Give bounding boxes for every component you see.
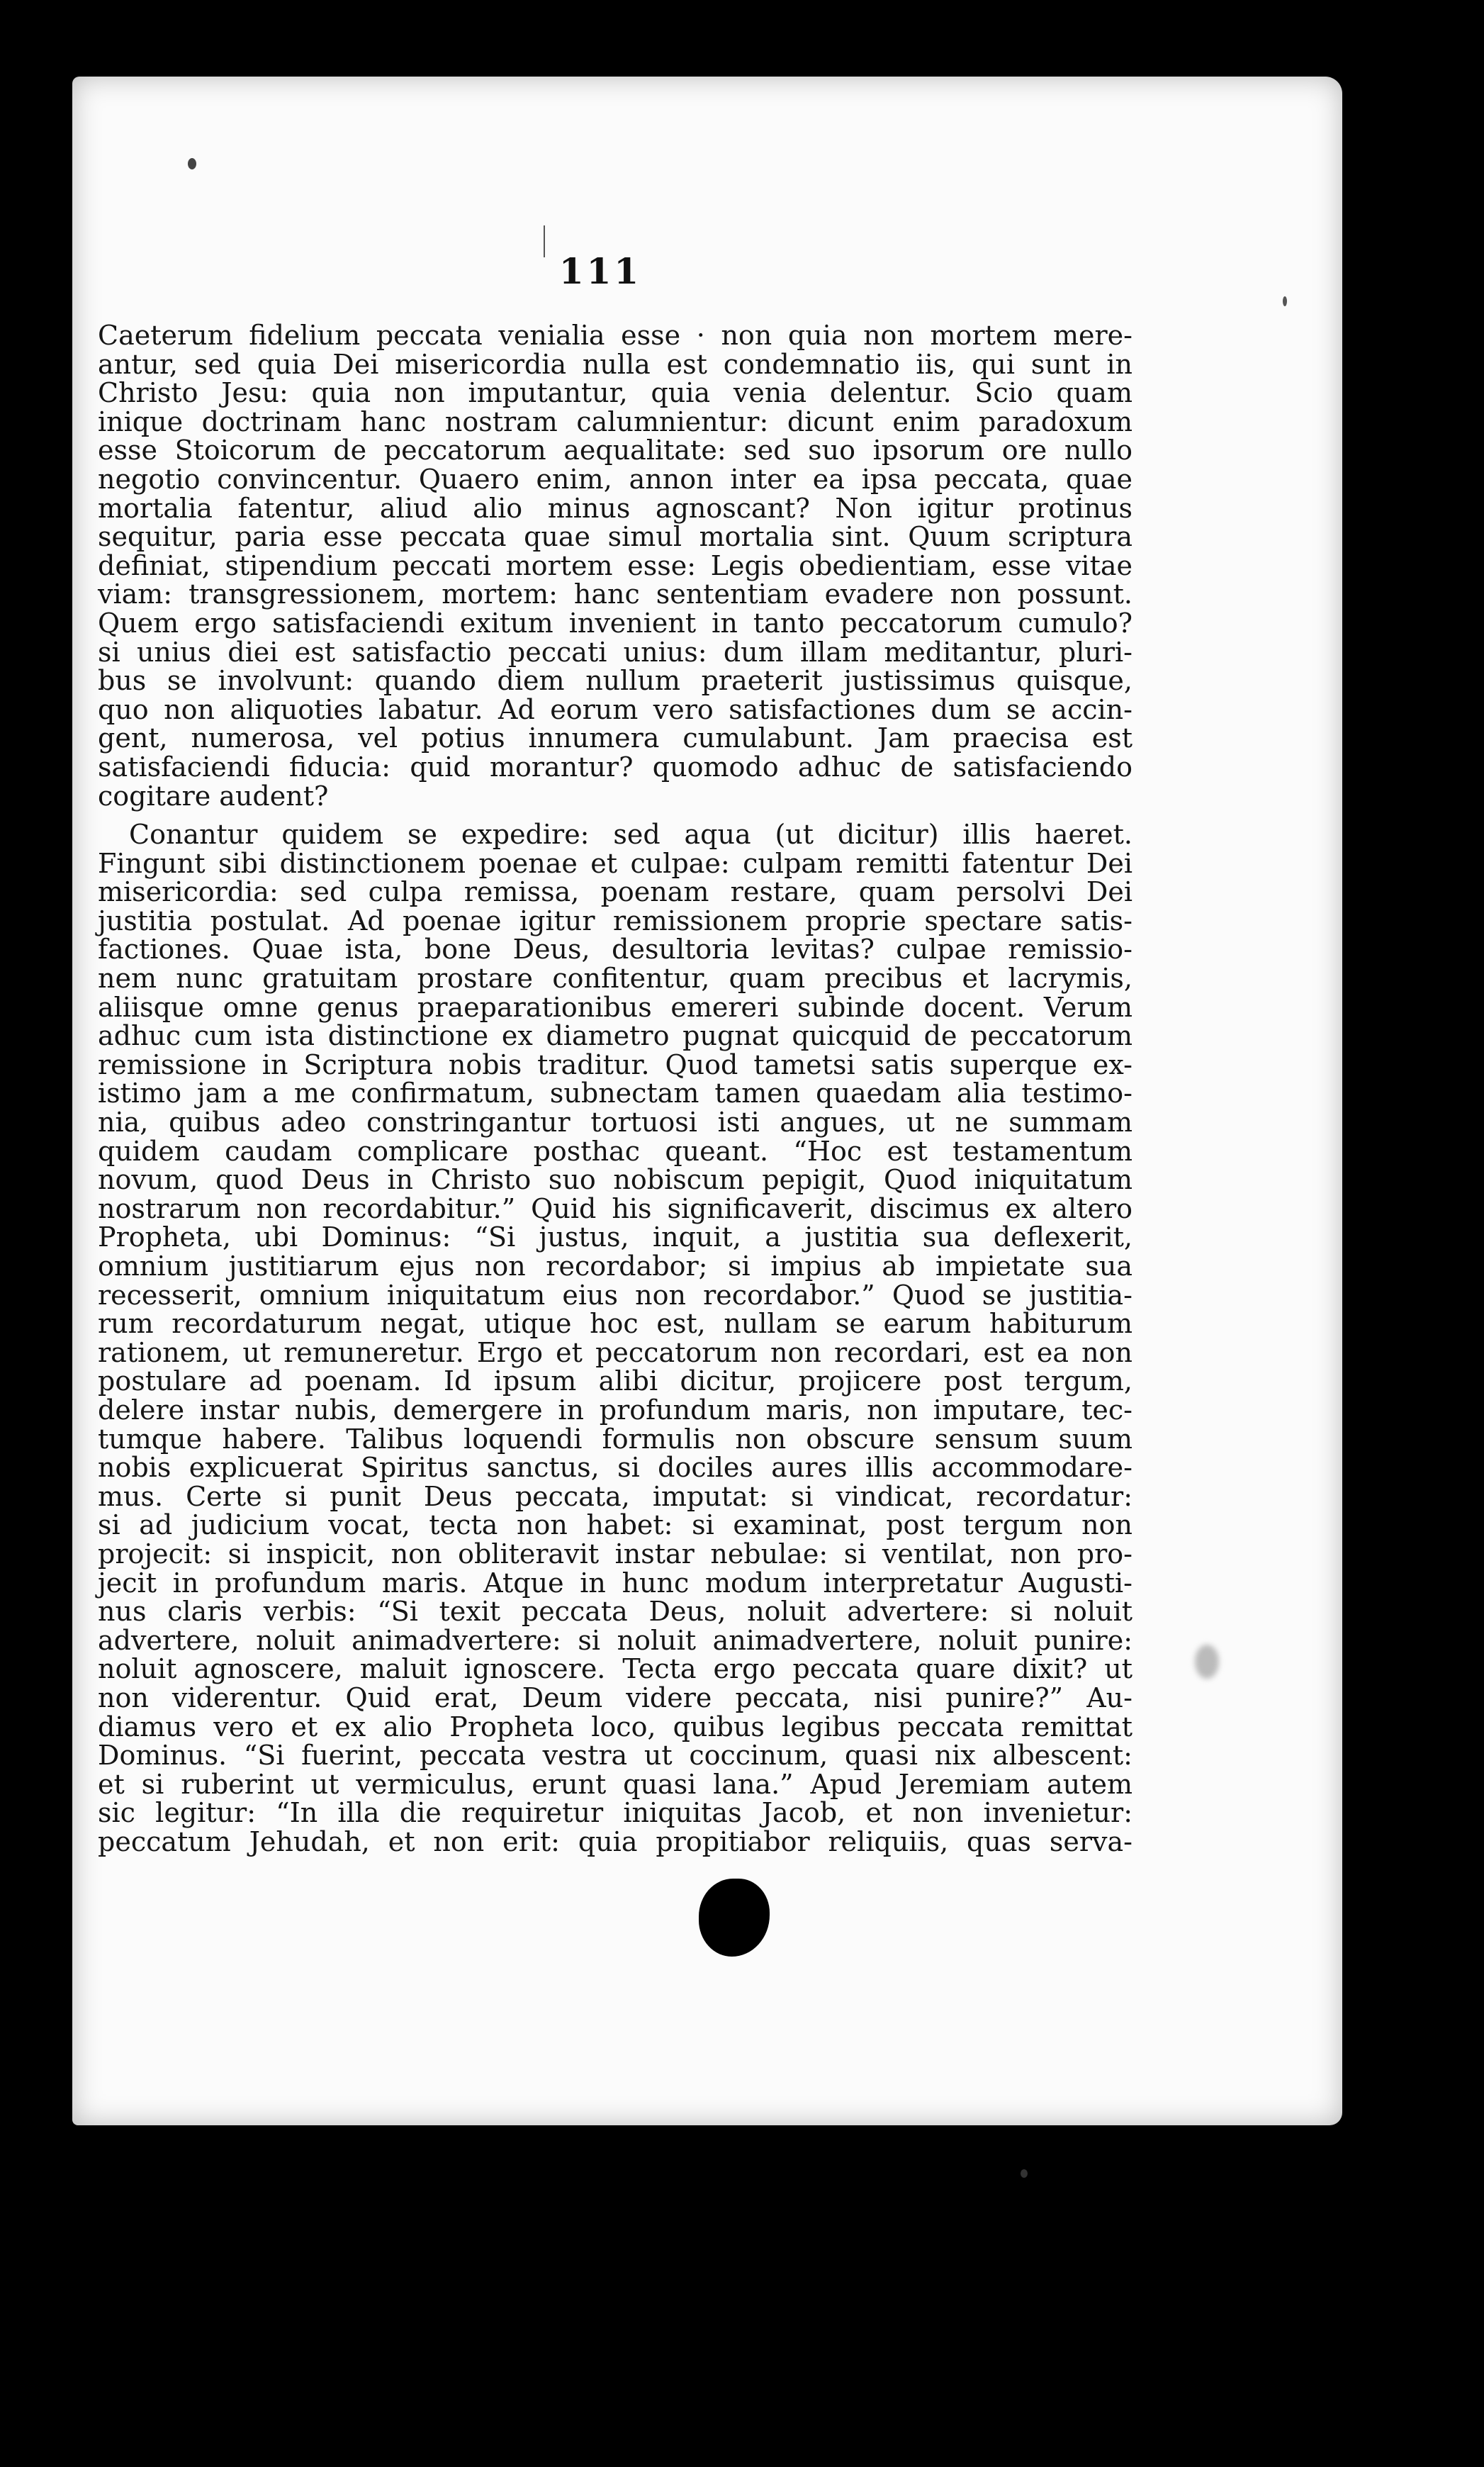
ink-speck bbox=[1283, 296, 1287, 306]
text-line: cogitare audent? bbox=[98, 780, 329, 812]
text-line: inique doctrinam hanc nostram calumnientur: dicunt enim paradoxum bbox=[98, 405, 1132, 437]
text-line: aliisque omne genus praeparationibus emereri subinde docent. Verum bbox=[98, 991, 1132, 1023]
ink-blot bbox=[699, 1879, 770, 1957]
text-line: Christo Jesu: quia non imputantur, quia venia delentur. Scio quam bbox=[98, 377, 1132, 409]
text-line: definiat, stipendium peccati mortem esse: Legis obedientiam, esse vitae bbox=[98, 549, 1132, 581]
text-line: negotio convincentur. Quaero enim, annon inter ea ipsa peccata, quae bbox=[98, 463, 1132, 495]
text-line: mus. Certe si punit Deus peccata, imputat: si vindicat, recordatur: bbox=[98, 1480, 1132, 1512]
text-line: istimo jam a me confirmatum, subnectam tamen quaedam alia testimo- bbox=[98, 1078, 1132, 1109]
text-line: Dominus. “Si fuerint, peccata vestra ut coccinum, quasi nix albescent: bbox=[98, 1740, 1132, 1772]
text-line: jecit in profundum maris. Atque in hunc modum interpretatur Augusti- bbox=[98, 1567, 1132, 1599]
text-line: si ad judicium vocat, tecta non habet: si examinat, post tergum non bbox=[98, 1509, 1132, 1541]
text-line: Caeterum fidelium peccata venialia esse · non quia non mortem mere- bbox=[98, 320, 1132, 351]
text-line: delere instar nubis, demergere in profundum maris, non imputare, tec- bbox=[98, 1394, 1132, 1426]
body-text bbox=[98, 321, 1132, 1856]
text-line: si unius diei est satisfactio peccati unius: dum illam meditantur, pluri- bbox=[98, 636, 1132, 668]
page-number: 111 bbox=[558, 250, 642, 292]
text-line: nia, quibus adeo constringantur tortuosi isti angues, ut ne summam bbox=[98, 1107, 1132, 1139]
text-line: et si ruberint ut vermiculus, erunt quasi lana.” Apud Jeremiam autem bbox=[98, 1768, 1132, 1800]
text-line: sequitur, paria esse peccata quae simul mortalia sint. Quum scriptura bbox=[98, 521, 1132, 553]
stain bbox=[1195, 1645, 1219, 1679]
text-line: viam: transgressionem, mortem: hanc sententiam evadere non possunt. bbox=[98, 578, 1132, 610]
text-line: nem nunc gratuitam prostare confitentur, quam precibus et lacrymis, bbox=[98, 963, 1132, 995]
text-line: non viderentur. Quid erat, Deum videre peccata, nisi punire?” Au- bbox=[98, 1682, 1132, 1713]
text-line: noluit agnoscere, maluit ignoscere. Tecta ergo peccata quare dixit? ut bbox=[98, 1653, 1132, 1685]
text-line: Quem ergo satisfaciendi exitum invenient in tanto peccatorum cumulo? bbox=[98, 607, 1132, 639]
text-line: Conantur quidem se expedire: sed aqua (ut dicitur) illis haeret. bbox=[129, 819, 1132, 851]
ink-speck bbox=[188, 158, 196, 169]
text-line: nostrarum non recordabitur.” Quid his significaverit, discimus ex altero bbox=[98, 1192, 1132, 1224]
text-line: nobis explicuerat Spiritus sanctus, si dociles aures illis accommodare- bbox=[98, 1452, 1132, 1484]
text-line: misericordia: sed culpa remissa, poenam restare, quam persolvi Dei bbox=[98, 876, 1132, 908]
text-line: recesserit, omnium iniquitatum eius non recordabor.” Quod se justitia- bbox=[98, 1279, 1132, 1311]
text-line: sic legitur: “In illa die requiretur iniquitas Jacob, et non invenietur: bbox=[98, 1797, 1132, 1829]
text-line: postulare ad poenam. Id ipsum alibi dicitur, projicere post tergum, bbox=[98, 1365, 1132, 1397]
text-line: gent, numerosa, vel potius innumera cumulabunt. Jam praecisa est bbox=[98, 722, 1132, 754]
text-line: rum recordaturum negat, utique hoc est, nullam se earum habiturum bbox=[98, 1308, 1132, 1340]
text-line: satisfaciendi fiducia: quid morantur? quomodo adhuc de satisfaciendo bbox=[98, 751, 1132, 783]
text-line: mortalia fatentur, aliud alio minus agnoscant? Non igitur protinus bbox=[98, 492, 1132, 524]
text-line: bus se involvunt: quando diem nullum praeterit justissimus quisque, bbox=[98, 665, 1132, 697]
text-line: Fingunt sibi distinctionem poenae et culpae: culpam remitti fatentur Dei bbox=[98, 847, 1132, 879]
text-line: adhuc cum ista distinctione ex diametro pugnat quicquid de peccatorum bbox=[98, 1020, 1132, 1052]
text-line: nus claris verbis: “Si texit peccata Deus, noluit advertere: si noluit bbox=[98, 1596, 1132, 1628]
text-line: remissione in Scriptura nobis traditur. Quod tametsi satis superque ex- bbox=[98, 1048, 1132, 1080]
text-line: justitia postulat. Ad poenae igitur remissionem proprie spectare satis- bbox=[98, 905, 1132, 936]
text-line: advertere, noluit animadvertere: si noluit animadvertere, noluit punire: bbox=[98, 1624, 1132, 1656]
text-line: quo non aliquoties labatur. Ad eorum vero satisfactiones dum se accin- bbox=[98, 693, 1132, 725]
text-line: quidem caudam complicare posthac queant. “Hoc est testamentum bbox=[98, 1135, 1132, 1167]
text-line: tumque habere. Talibus loquendi formulis non obscure sensum suum bbox=[98, 1423, 1132, 1455]
text-line: Propheta, ubi Dominus: “Si justus, inquit, a justitia sua deflexerit, bbox=[98, 1221, 1132, 1253]
text-line: diamus vero et ex alio Propheta loco, quibus legibus peccata remittat bbox=[98, 1711, 1132, 1742]
text-line: rationem, ut remuneretur. Ergo et peccatorum non recordari, est ea non bbox=[98, 1336, 1132, 1368]
text-line: projecit: si inspicit, non obliteravit instar nebulae: si ventilat, non pro- bbox=[98, 1538, 1132, 1570]
text-line: peccatum Jehudah, et non erit: quia propitiabor reliquiis, quas serva- bbox=[98, 1825, 1132, 1857]
text-line: factiones. Quae ista, bone Deus, desultoria levitas? culpae remissio- bbox=[98, 934, 1132, 966]
text-line: antur, sed quia Dei misericordia nulla est condemnatio iis, qui sunt in bbox=[98, 348, 1132, 380]
book-page bbox=[72, 77, 1342, 2125]
text-line: novum, quod Deus in Christo suo nobiscum pepigit, Quod iniquitatum bbox=[98, 1164, 1132, 1196]
text-line: esse Stoicorum de peccatorum aequalitate: sed suo ipsorum ore nullo bbox=[98, 435, 1132, 466]
ink-speck bbox=[1021, 2169, 1028, 2178]
text-line: omnium justitiarum ejus non recordabor; si impius ab impietate sua bbox=[98, 1251, 1132, 1282]
